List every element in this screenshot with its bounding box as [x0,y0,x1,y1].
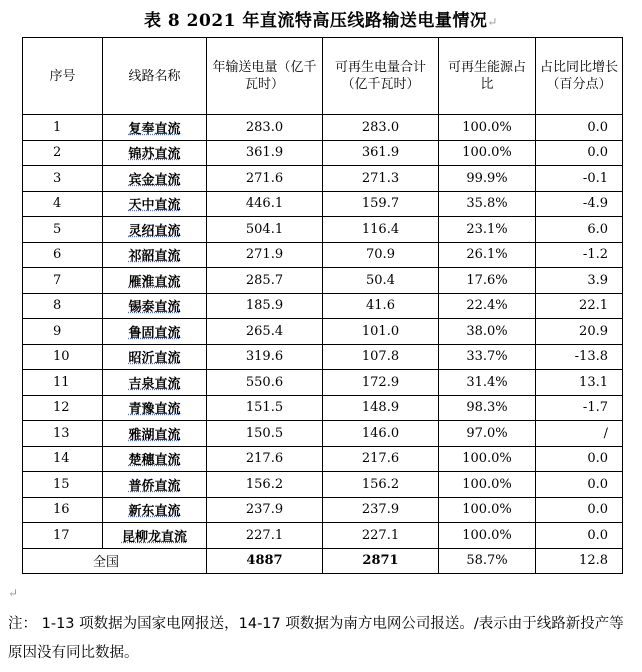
row-change: 0.0 [536,472,623,498]
row-change: 3.9 [536,268,623,294]
total-row [23,548,623,574]
header-renew: 可再生电量合计（亿千瓦时） [323,38,439,115]
row-change: -0.1 [536,166,623,192]
row-annual: 217.6 [207,446,323,472]
row-share: 35.8% [439,191,536,217]
row-index: 4 [23,191,103,217]
row-line-name: 雁淮直流 [103,268,207,294]
row-renew: 146.0 [323,421,439,447]
row-annual: 227.1 [207,523,323,549]
row-line-name: 宾金直流 [103,166,207,192]
row-share: 17.6% [439,268,536,294]
table-row [23,344,623,370]
row-index: 14 [23,446,103,472]
row-index: 9 [23,319,103,345]
table-title: 表 8 2021 年直流特高压线路输送电量情况↵ [144,11,498,31]
data-table [22,37,623,574]
row-annual: 504.1 [207,217,323,243]
table-row [23,115,623,141]
row-change: -1.2 [536,242,623,268]
table-body [23,115,623,549]
row-index: 11 [23,370,103,396]
row-share: 100.0% [439,472,536,498]
row-line-name: 昭沂直流 [103,344,207,370]
table-row [23,140,623,166]
table-row [23,166,623,192]
table-row [23,446,623,472]
row-change: -4.9 [536,191,623,217]
total-renew: 2871 [323,548,439,574]
row-annual: 319.6 [207,344,323,370]
row-renew: 107.8 [323,344,439,370]
row-change: / [536,421,623,447]
table-row [23,319,623,345]
row-index: 12 [23,395,103,421]
row-change: 6.0 [536,217,623,243]
row-index: 15 [23,472,103,498]
row-annual: 271.9 [207,242,323,268]
row-line-name: 楚穗直流 [103,446,207,472]
row-share: 100.0% [439,497,536,523]
row-renew: 156.2 [323,472,439,498]
row-annual: 446.1 [207,191,323,217]
row-annual: 550.6 [207,370,323,396]
row-change: 0.0 [536,497,623,523]
row-renew: 172.9 [323,370,439,396]
table-row [23,421,623,447]
row-line-name: 灵绍直流 [103,217,207,243]
row-share: 31.4% [439,370,536,396]
row-index: 16 [23,497,103,523]
header-change: 占比同比增长（百分点） [536,38,623,115]
row-share: 26.1% [439,242,536,268]
total-change: 12.8 [536,548,623,574]
header-idx: 序号 [23,38,103,115]
table-header-row [23,38,623,115]
row-index: 7 [23,268,103,294]
row-line-name: 锦苏直流 [103,140,207,166]
row-share: 100.0% [439,140,536,166]
footnote: 注： 1-13 项数据为国家电网报送，14-17 项数据为南方电网公司报送。/表示由于线路新投产等原因没有同比数据。 [8,616,624,661]
row-change: 0.0 [536,523,623,549]
row-annual: 185.9 [207,293,323,319]
row-line-name: 锡泰直流 [103,293,207,319]
row-renew: 361.9 [323,140,439,166]
row-annual: 361.9 [207,140,323,166]
row-change: 0.0 [536,140,623,166]
row-change: -1.7 [536,395,623,421]
row-line-name: 祁韶直流 [103,242,207,268]
header-name: 线路名称 [103,38,207,115]
total-annual: 4887 [207,548,323,574]
row-index: 3 [23,166,103,192]
row-annual: 283.0 [207,115,323,141]
row-annual: 265.4 [207,319,323,345]
row-annual: 237.9 [207,497,323,523]
row-renew: 148.9 [323,395,439,421]
row-line-name: 新东直流 [103,497,207,523]
table-row [23,217,623,243]
row-line-name: 普侨直流 [103,472,207,498]
table-row [23,497,623,523]
row-change: 13.1 [536,370,623,396]
row-annual: 271.6 [207,166,323,192]
row-line-name: 昆柳龙直流 [103,523,207,549]
row-index: 6 [23,242,103,268]
total-share: 58.7% [439,548,536,574]
row-index: 13 [23,421,103,447]
row-renew: 116.4 [323,217,439,243]
row-share: 100.0% [439,446,536,472]
table-row [23,293,623,319]
row-share: 100.0% [439,523,536,549]
row-renew: 227.1 [323,523,439,549]
table-row [23,268,623,294]
row-annual: 156.2 [207,472,323,498]
row-renew: 70.9 [323,242,439,268]
row-index: 5 [23,217,103,243]
row-line-name: 鲁固直流 [103,319,207,345]
table-row [23,395,623,421]
row-renew: 283.0 [323,115,439,141]
row-annual: 151.5 [207,395,323,421]
table-row [23,191,623,217]
table-row [23,370,623,396]
row-change: 0.0 [536,446,623,472]
row-annual: 285.7 [207,268,323,294]
row-index: 1 [23,115,103,141]
row-change: 20.9 [536,319,623,345]
row-share: 97.0% [439,421,536,447]
row-renew: 237.9 [323,497,439,523]
row-line-name: 天中直流 [103,191,207,217]
row-renew: 217.6 [323,446,439,472]
row-renew: 271.3 [323,166,439,192]
row-change: 22.1 [536,293,623,319]
total-label: 全国 [23,548,207,574]
header-annual: 年输送电量（亿千瓦时） [207,38,323,115]
row-line-name: 吉泉直流 [103,370,207,396]
row-change: 0.0 [536,115,623,141]
row-share: 98.3% [439,395,536,421]
paragraph-mark: ↵ [8,586,19,600]
row-index: 10 [23,344,103,370]
row-share: 22.4% [439,293,536,319]
table-row [23,242,623,268]
row-line-name: 青豫直流 [103,395,207,421]
row-renew: 101.0 [323,319,439,345]
row-share: 33.7% [439,344,536,370]
row-share: 38.0% [439,319,536,345]
row-share: 23.1% [439,217,536,243]
row-change: -13.8 [536,344,623,370]
table-row [23,523,623,549]
row-line-name: 雅湖直流 [103,421,207,447]
table-row [23,472,623,498]
row-share: 100.0% [439,115,536,141]
row-index: 2 [23,140,103,166]
row-index: 8 [23,293,103,319]
row-renew: 159.7 [323,191,439,217]
header-share: 可再生能源占比 [439,38,536,115]
row-annual: 150.5 [207,421,323,447]
row-share: 99.9% [439,166,536,192]
row-line-name: 复奉直流 [103,115,207,141]
row-index: 17 [23,523,103,549]
row-renew: 50.4 [323,268,439,294]
row-renew: 41.6 [323,293,439,319]
